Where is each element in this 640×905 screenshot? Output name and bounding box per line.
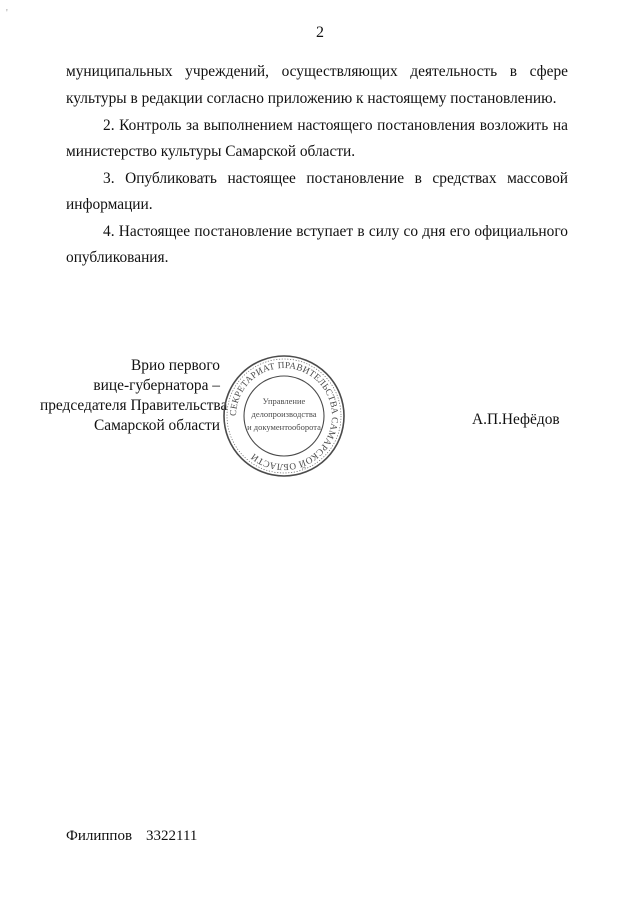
paragraph-4-line-1: 4. Настоящее постановление вступает в силу со дня его официального	[103, 223, 568, 240]
page-number: 2	[316, 24, 324, 41]
stamp-center-line-3: и документооборота	[247, 422, 321, 432]
paragraph-1-line-1: муниципальных учреждений, осуществляющих деятельность в сфере	[66, 63, 568, 80]
stamp-center-line-2: делопроизводства	[251, 409, 317, 419]
paragraph-4-line-2: опубликования.	[66, 249, 169, 266]
signer-title-line-2: вице-губернатора –	[93, 377, 220, 394]
executor-footer	[66, 828, 197, 845]
paragraph-3-line-1: 3. Опубликовать настоящее постановление в средствах массовой	[103, 170, 568, 187]
stamp-center-line-1: Управление	[262, 396, 306, 406]
paragraph-2-line-1: 2. Контроль за выполнением настоящего постановления возложить на	[103, 117, 568, 134]
stamp-ring-text: СЕКРЕТАРИАТ ПРАВИТЕЛЬСТВА САМАРСКОЙ ОБЛАСТИ	[228, 360, 340, 472]
paragraph-2-line-2: министерство культуры Самарской области.	[66, 143, 356, 160]
executor-name: Филиппов	[66, 828, 133, 844]
signer-title-line-3: председателя Правительства	[40, 397, 228, 414]
signer-title	[40, 356, 228, 436]
corner-mark: '	[6, 8, 8, 19]
executor-phone: 3322111	[146, 828, 198, 844]
paragraph-3-line-2: информации.	[66, 196, 153, 213]
stamp-seal-graphic	[222, 354, 346, 478]
signer-title-line-4: Самарской области	[93, 417, 220, 434]
paragraph-1-line-2: культуры в редакции согласно приложению к настоящему постановлению.	[66, 90, 557, 107]
signer-title-line-1: Врио первого	[131, 357, 220, 374]
official-stamp	[222, 354, 346, 478]
signer-name: А.П.Нефёдов	[472, 411, 560, 428]
